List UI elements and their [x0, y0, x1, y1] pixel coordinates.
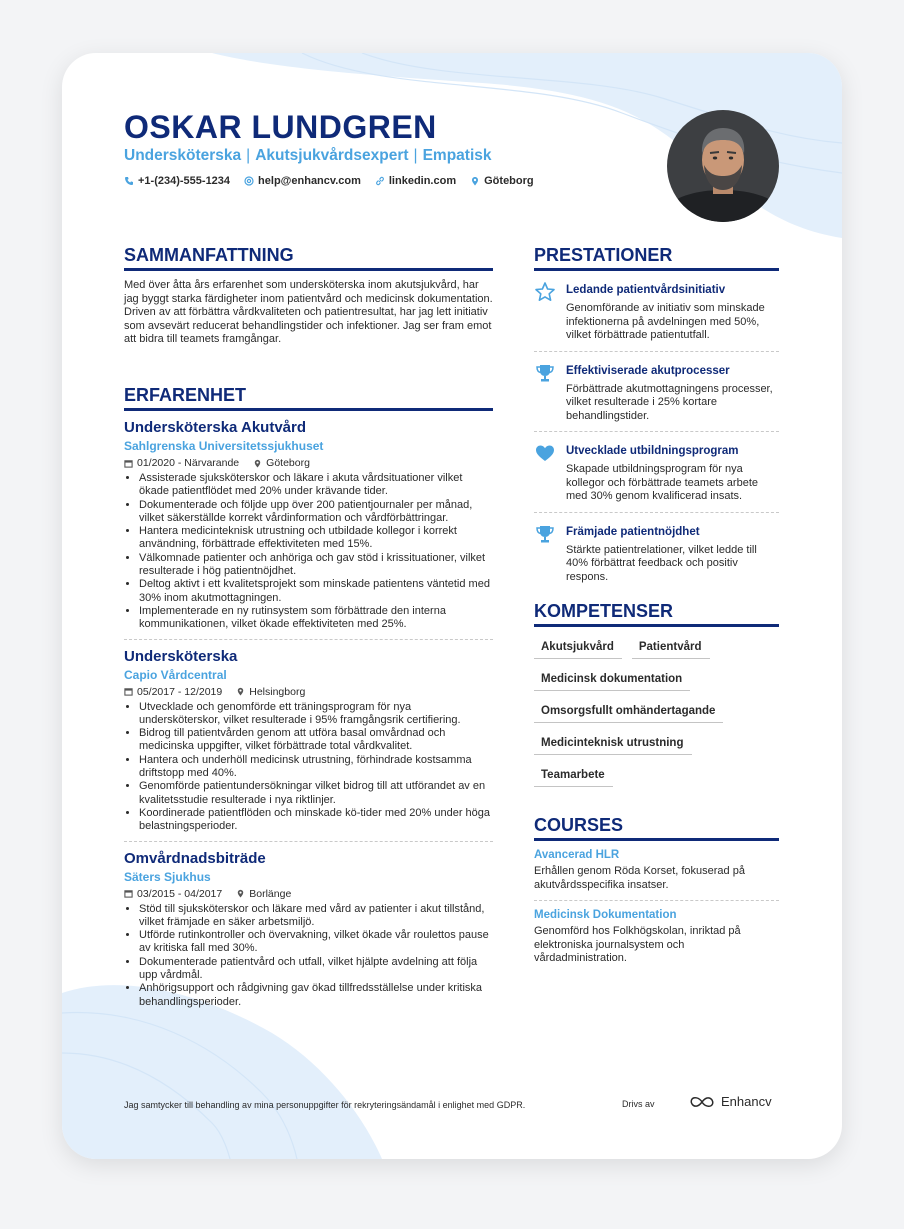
- skill-tag: Patientvård: [632, 637, 710, 659]
- job-meta: [124, 888, 493, 900]
- bullet-item: • Stöd till sjuksköterskor och läkare med vård av patienter i akut tillstånd, vilket främjade en säker arbetsmiljö.: [139, 903, 493, 930]
- tagline-trait: Empatisk: [422, 147, 492, 164]
- calendar-icon: [124, 687, 133, 696]
- resume-card: [62, 53, 842, 1159]
- tagline-separator: |: [246, 147, 251, 164]
- experience-heading: ERFARENHET: [124, 385, 493, 411]
- job-location: Helsingborg: [249, 685, 306, 698]
- contact-linkedin[interactable]: [375, 175, 456, 187]
- company-name: Capio Vårdcentral: [124, 667, 227, 682]
- bullet-item: • Genomförde patientundersökningar vilket bidrog till att utförandet av en kvalitetsstudie resulterade i nya riktlinjer.: [139, 780, 493, 807]
- experience-entry: [124, 850, 493, 1009]
- achievement-title: Effektiviserade akutprocesser: [566, 364, 730, 377]
- skills-heading: KOMPETENSER: [534, 601, 779, 627]
- calendar-icon: [124, 459, 133, 468]
- job-location: Göteborg: [266, 457, 310, 469]
- tagline-role: Undersköterska: [124, 147, 242, 164]
- company-name: Säters Sjukhus: [124, 869, 211, 884]
- bullet-item: • Deltog aktivt i ett kvalitetsprojekt som minskade patientens väntetid med 30% inom akutmottagningen.: [139, 578, 493, 605]
- brand-name: Enhancv: [721, 1094, 772, 1109]
- job-dates: 01/2020 - Närvarande: [137, 457, 240, 469]
- job-meta: [124, 686, 493, 698]
- bullet-item: • Koordinerade patientflöden och minskade kö-tider med 20% under höga belastningsperioder.: [139, 807, 493, 834]
- course-item: [534, 909, 779, 966]
- job-title: Undersköterska Akutvård: [124, 419, 307, 436]
- company-name: Sahlgrenska Universitetssjukhuset: [124, 439, 324, 453]
- star-icon: [534, 281, 556, 303]
- experience-section: [124, 385, 493, 1009]
- achievement-item: [534, 362, 779, 433]
- course-desc: Genomförd hos Folkhögskolan, inriktad på elektroniska journalsystem och vårdadministration.: [534, 925, 741, 964]
- contact-location: [470, 175, 534, 187]
- skill-tag: Akutsjukvård: [534, 637, 622, 659]
- summary-section: [124, 245, 493, 347]
- contact-email-text: help@enhancv.com: [258, 175, 361, 187]
- bullet-item: • Utförde rutinkontroller och övervakning, vilket ökade vår roulettos pause av kritiska fall med 30%.: [139, 929, 493, 956]
- job-bullets: [124, 472, 493, 632]
- skill-tag: Teamarbete: [534, 765, 613, 787]
- link-icon: [375, 176, 385, 186]
- tagline: [124, 147, 492, 165]
- job-bullets: [124, 701, 493, 834]
- bullet-item: • Anhörigsupport och rådgivning gav ökad tillfredsställelse under kritiska behandlingsperioder.: [139, 982, 493, 1009]
- achievements-heading: PRESTATIONER: [534, 245, 779, 271]
- tagline-expertise: Akutsjukvårdsexpert: [255, 147, 409, 164]
- trophy-icon: [534, 523, 556, 545]
- achievement-title: Ledande patientvårdsinitiativ: [566, 284, 726, 296]
- location-pin-icon: [470, 176, 480, 186]
- trophy-icon: [534, 362, 556, 384]
- course-title: Avancerad HLR: [534, 849, 620, 861]
- job-dates: 05/2017 - 12/2019: [137, 685, 223, 698]
- infinity-logo-icon: [689, 1095, 715, 1109]
- job-location: Borlänge: [249, 887, 292, 900]
- tagline-separator: |: [413, 147, 418, 164]
- contact-linkedin-text: linkedin.com: [388, 175, 457, 187]
- contact-phone-text: +1-(234)-555-1234: [138, 175, 231, 187]
- experience-entry: [124, 419, 493, 640]
- phone-icon: [124, 176, 134, 186]
- achievement-desc: Stärkte patientrelationer, vilket ledde till 40% förbättrat feedback och positiv respons.: [566, 543, 757, 583]
- contact-info: [124, 175, 534, 187]
- location-pin-icon: [253, 459, 262, 468]
- course-desc: Erhållen genom Röda Korset, fokuserad på akutvårdsspecifika insatser.: [534, 865, 745, 891]
- contact-location-text: Göteborg: [484, 175, 534, 187]
- skill-tag: Omsorgsfullt omhändertagande: [534, 701, 723, 723]
- bullet-item: • Dokumenterade patientvård och utfall, vilket hjälpte avdelning att följa upp vårdmål.: [139, 956, 493, 983]
- profile-photo: [667, 110, 779, 222]
- achievement-title: Utvecklade utbildningsprogram: [566, 445, 739, 457]
- contact-email[interactable]: [244, 175, 361, 187]
- skills-section: [534, 601, 779, 787]
- skill-tag: Medicinsk dokumentation: [534, 669, 690, 691]
- contact-phone[interactable]: [124, 175, 230, 187]
- summary-text: Med över åtta års erfarenhet som undersköterska inom akutsjukvård, har jag byggt starka färdigheter inom patientvård och medicinsk dokumentation. Driven av att förbättra vårdkvaliteten och patientresultat, har jag lett initiativ som avsevärt reducerat behandlingstider och infektioner. Jag ser fram emot att bidra till teamets framgångar.: [124, 279, 493, 345]
- bullet-item: • Bidrog till patientvården genom att utföra basal omvårdnad och medicinska uppgifter, vilket förbättrade total vårdkvalitet.: [139, 727, 493, 754]
- location-pin-icon: [236, 889, 245, 898]
- achievements-section: [534, 245, 779, 592]
- job-bullets: [124, 903, 493, 1009]
- heart-icon: [534, 442, 556, 464]
- powered-by-label: Drivs av: [622, 1099, 655, 1109]
- job-meta: [124, 457, 493, 469]
- calendar-icon: [124, 889, 133, 898]
- courses-section: [534, 815, 779, 966]
- skill-tag: Medicinteknisk utrustning: [534, 733, 692, 755]
- job-dates: 03/2015 - 04/2017: [137, 887, 223, 900]
- bullet-item: • Utvecklade och genomförde ett träningsprogram för nya undersköterskor, vilket resulterade i 95% framgångsrik certifiering.: [139, 701, 493, 728]
- courses-heading: COURSES: [534, 815, 779, 841]
- course-title: Medicinsk Dokumentation: [534, 909, 677, 921]
- achievement-item: [534, 442, 779, 513]
- skills-list: [534, 637, 779, 787]
- bullet-item: • Assisterade sjuksköterskor och läkare i akuta vårdsituationer vilket ökade patientflödet med 20% under krävande tider.: [139, 472, 493, 499]
- gdpr-consent: Jag samtycker till behandling av mina personuppgifter för rekryteringsändamål i enlighet med GDPR.: [124, 1100, 526, 1110]
- job-title: Undersköterska: [124, 647, 238, 665]
- experience-entry: [124, 648, 493, 842]
- candidate-name: OSKAR LUNDGREN: [124, 109, 437, 145]
- location-pin-icon: [236, 687, 245, 696]
- bullet-item: • Dokumenterade och följde upp över 200 patientjournaler per månad, vilket säkerställde korrekt vårdinformation och vårdförbättringar.: [139, 499, 493, 526]
- achievement-item: [534, 281, 779, 352]
- job-title: Omvårdnadsbiträde: [124, 849, 266, 867]
- bullet-item: • Implementerade en ny rutinsystem som förbättrade den interna kommunikationen, vilket ökade effektiviteten med 25%.: [139, 605, 493, 632]
- at-icon: [244, 176, 254, 186]
- enhancv-logo[interactable]: [689, 1094, 772, 1109]
- course-item: [534, 849, 779, 901]
- summary-heading: SAMMANFATTNING: [124, 245, 493, 271]
- achievement-item: [534, 523, 779, 593]
- achievement-desc: Skapade utbildningsprogram för nya kollegor och förbättrade teamets arbete med 30% genom kvalificerad insats.: [566, 463, 759, 502]
- achievement-desc: Genomförande av initiativ som minskade infektionerna på avdelningen med 50%, vilket förbättrade patientutfall.: [566, 302, 765, 341]
- portrait-image: [667, 110, 779, 222]
- bullet-item: • Hantera medicinteknisk utrustning och utbildade kollegor i korrekt användning, förbättrade effektiviteten med 15%.: [139, 525, 493, 552]
- achievement-desc: Förbättrade akutmottagningens processer, vilket resulterade i 25% kortare behandlingstider.: [566, 382, 773, 422]
- achievement-title: Främjade patientnöjdhet: [566, 525, 700, 538]
- bullet-item: • Välkomnade patienter och anhöriga och gav stöd i krissituationer, vilket resulterade i hög patientnöjdhet.: [139, 552, 493, 579]
- bullet-item: • Hantera och underhöll medicinsk utrustning, förhindrade kostsamma driftstopp med 40%.: [139, 754, 493, 781]
